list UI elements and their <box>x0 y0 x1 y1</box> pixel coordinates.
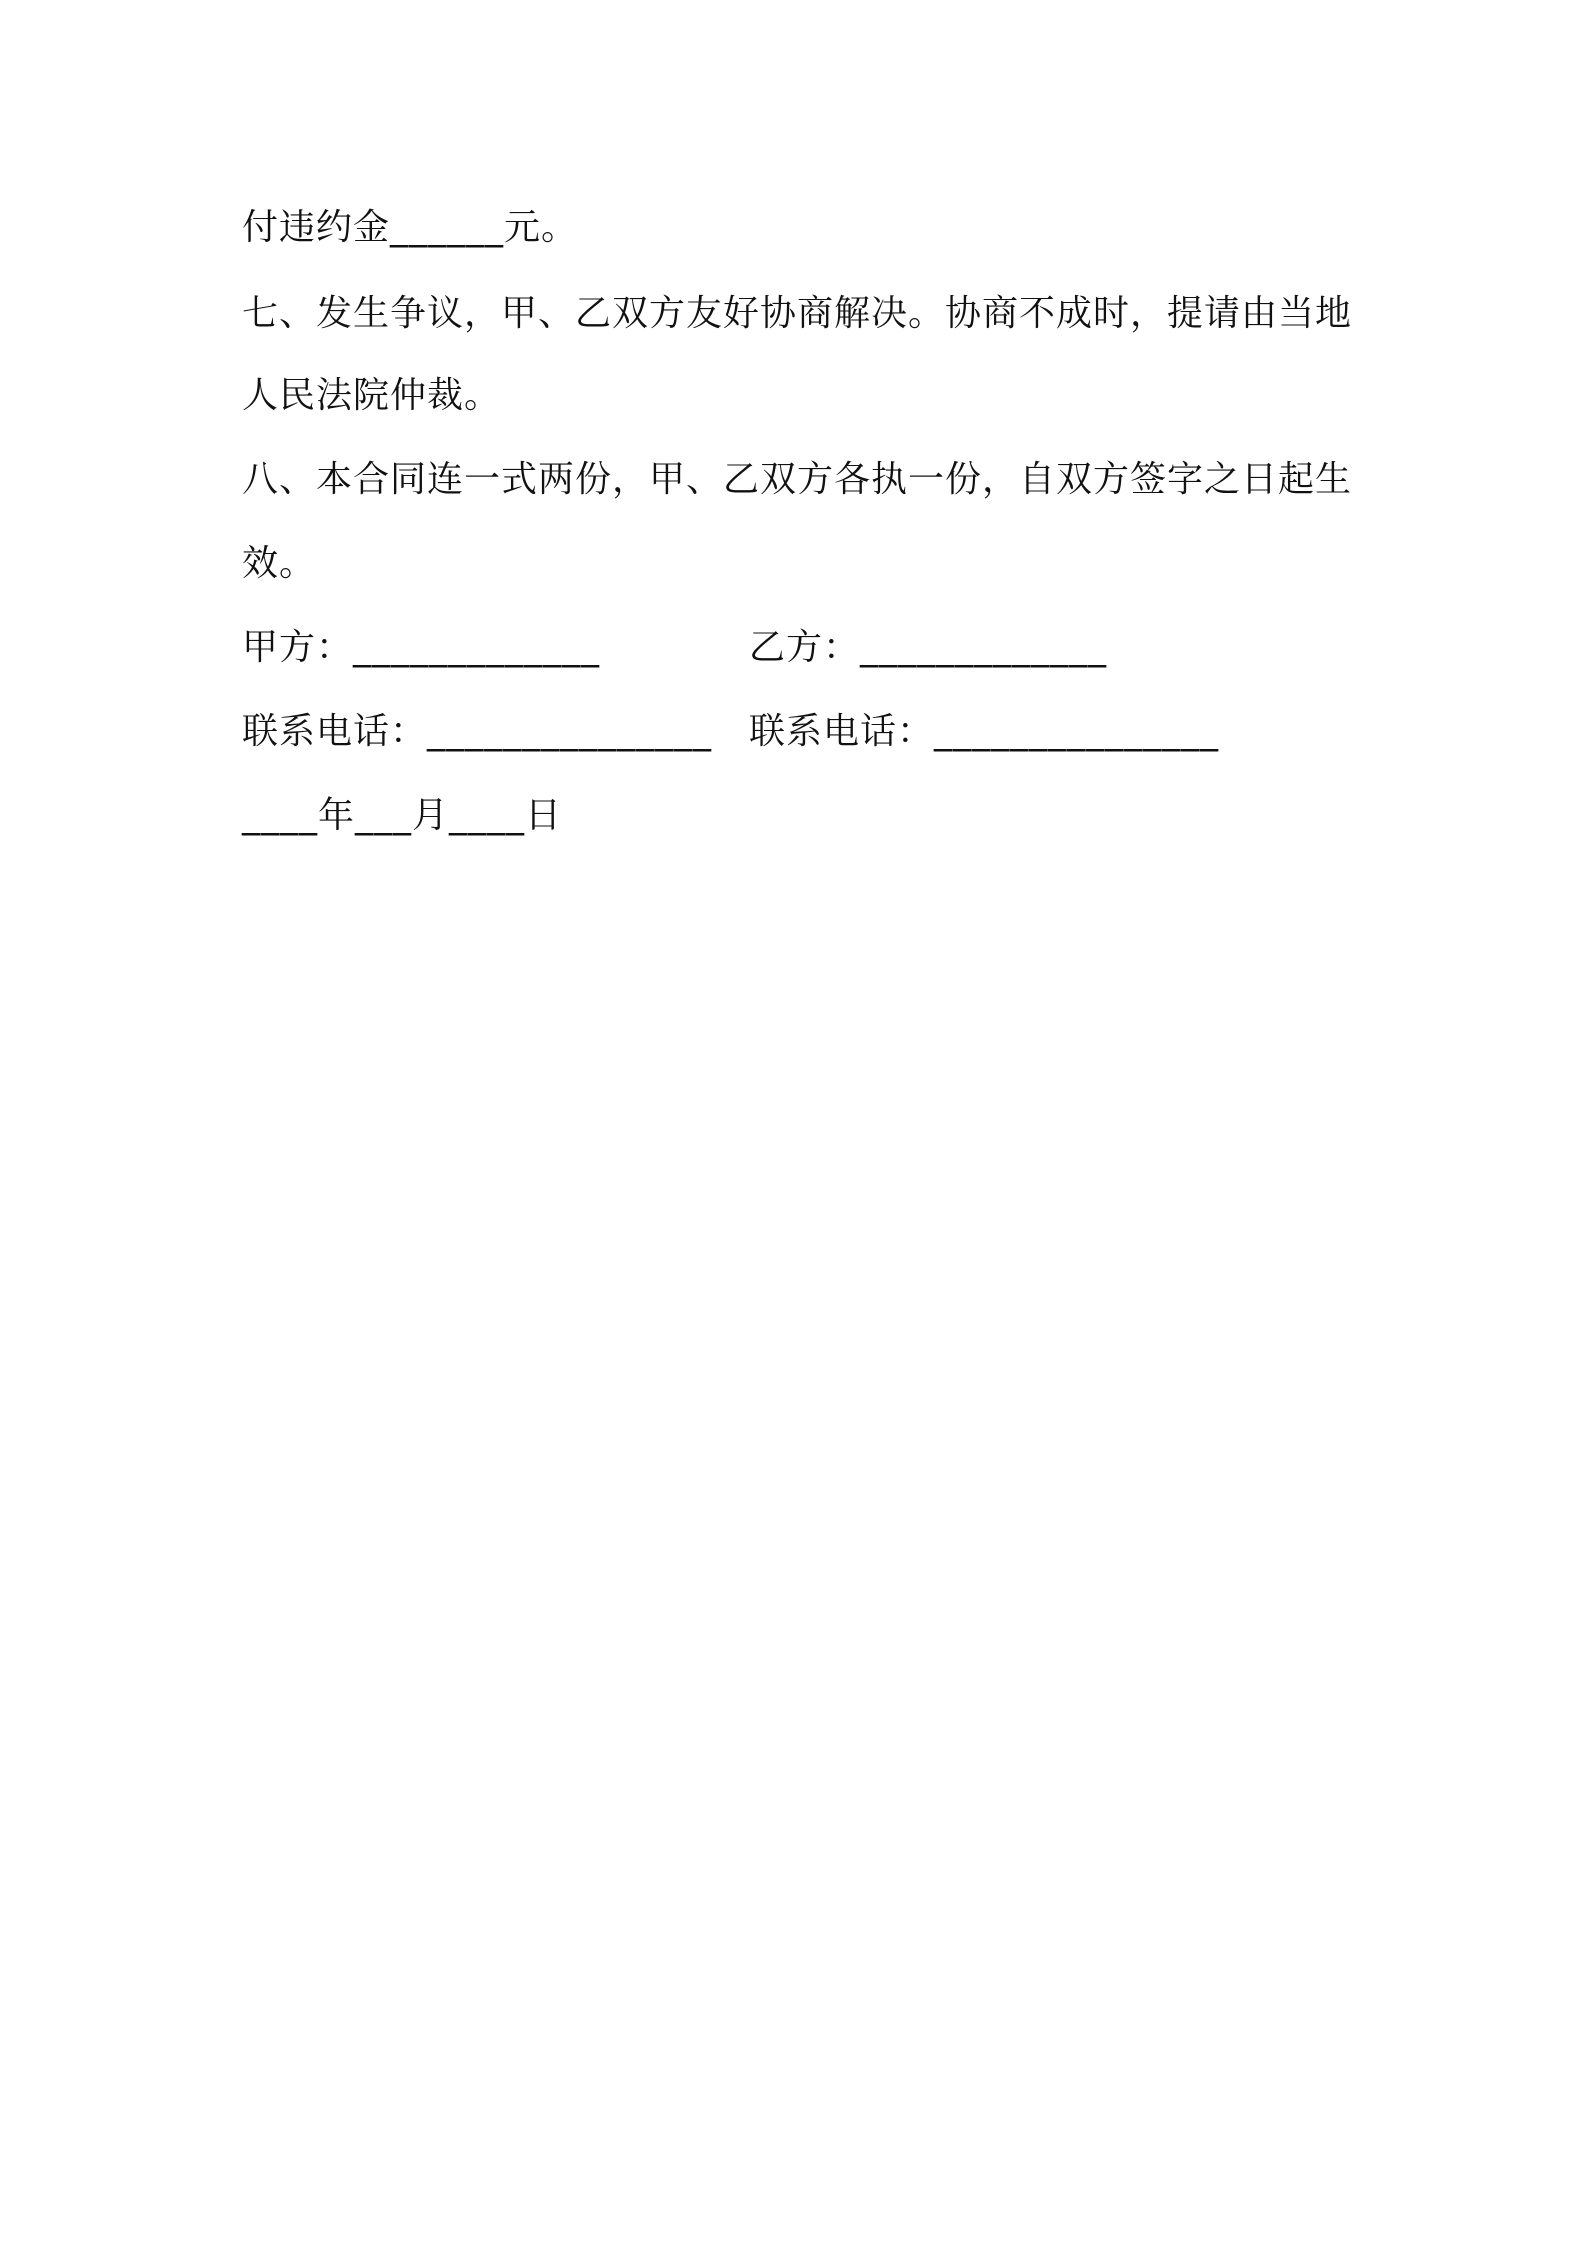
date-line: ____年___月____日 <box>242 795 563 836</box>
clause-7-line-2: 人民法院仲裁。 <box>242 375 502 416</box>
clause-8-line-2: 效。 <box>242 543 317 584</box>
party-b-signature: 乙方：_____________ <box>749 627 1108 668</box>
phone-row <box>242 708 1220 756</box>
clause-8-line-1: 八、本合同连一式两份，甲、乙双方各执一份，自双方签字之日起生 <box>242 459 1353 500</box>
party-a-phone: 联系电话：_______________ <box>242 711 713 752</box>
clause-7-line-1: 七、发生争议，甲、乙双方友好协商解决。协商不成时，提请由当地 <box>242 293 1353 334</box>
penalty-text: 付违约金______元。 <box>242 207 579 248</box>
party-b-phone: 联系电话：_______________ <box>749 711 1220 752</box>
party-a-signature: 甲方：_____________ <box>242 627 601 668</box>
party-signature-row <box>242 624 1108 672</box>
